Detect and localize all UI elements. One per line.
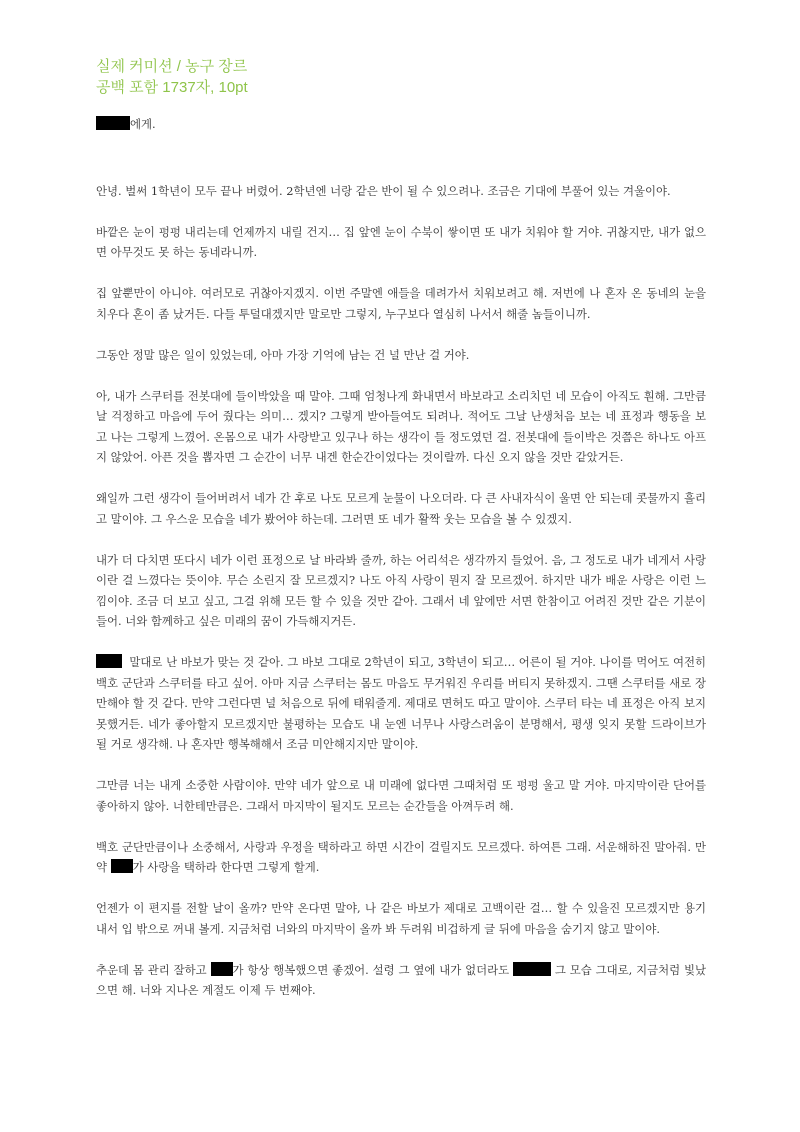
greeting-suffix: 에게. [130, 117, 156, 131]
header-title: 실제 커미션 / 농구 장르 [96, 58, 248, 75]
redacted-name [96, 654, 122, 668]
paragraph-10 [96, 837, 706, 878]
paragraph-12-text-c: 그 모습 그대로, 지금처럼 빛났으면 해. 너와 지나온 계절도 이제 두 번째야. [96, 962, 706, 997]
paragraph-6: 왜일까 그런 생각이 들어버려서 네가 간 후로 나도 모르게 눈물이 나오더라. 다 큰 사내자식이 울면 안 되는데 콧물까지 흘리고 말이야. 그 우스운 모습을 네가 봤어야 하는데. 그러면 또 네가 활짝 웃는 모습을 볼 수 있겠지. [96, 491, 706, 526]
redacted-name [513, 962, 551, 976]
paragraph-11: 언젠가 이 편지를 전할 날이 올까? 만약 온다면 말야, 나 같은 바보가 제대로 고백이란 걸… 할 수 있을진 모르겠지만 용기 내서 입 밖으로 꺼내 볼게. 지금처럼 너와의 마지막이 올까 봐 두려워 비겁하게 글 뒤에 마음을 숨기지 않고 말이야. [96, 901, 706, 936]
paragraph-2: 바깥은 눈이 펑펑 내리는데 언제까지 내릴 건지… 집 앞엔 눈이 수북이 쌓이면 또 내가 치워야 할 거야. 귀찮지만, 내가 없으면 아무것도 못 하는 동네라니까. [96, 224, 706, 259]
document-header [96, 56, 248, 98]
redacted-name [211, 962, 233, 976]
paragraph-12-text-b: 가 항상 행복했으면 좋겠어. 설령 그 옆에 내가 없더라도 [232, 962, 513, 977]
letter-greeting [96, 114, 706, 135]
paragraph-12 [96, 960, 706, 1001]
paragraph-4: 그동안 정말 많은 일이 있었는데, 아마 가장 기억에 남는 건 널 만난 걸 거야. [96, 347, 470, 362]
redacted-name [96, 116, 130, 130]
paragraph-8-text: 말대로 난 바보가 맞는 것 같아. 그 바보 그대로 2학년이 되고, 3학년이 되고… 어른이 될 거야. 나이를 먹어도 여전히 백호 군단과 스쿠터를 타고 싶어. 아마 지금 스쿠터는 몸도 마음도 무거워진 우리를 버티지 못하겠지. 그땐 스쿠터를 새로 장만해야 할 것 같다. 만약 그런다면 널 처음으로 뒤에 태워줄게. 제대로 면허도 따고 말이야. 스쿠터 타는 네 표정은 아직 보지 못했거든. 네가 좋아할지 모르겠지만 불평하는 모습도 내 눈엔 너무나 사랑스러움이 분명해서, 평생 잊지 못할 드라이브가 될 거로 생각해. 나 혼자만 행복해해서 조금 미안해지지만 말이야. [96, 655, 706, 751]
letter-body [96, 114, 706, 1021]
paragraph-7: 내가 더 다치면 또다시 네가 이런 표정으로 날 바라봐 줄까, 하는 어리석은 생각까지 들었어. 음, 그 정도로 내가 네게서 사랑이란 걸 느꼈다는 뜻이야. 무슨 소린지 잘 모르겠지? 나도 아직 사랑이 뭔지 잘 모르겠어. 하지만 내가 배운 사랑은 이런 느낌이야. 조금 더 보고 싶고, 그걸 위해 모든 할 수 있을 것만 같아. 그래서 네 앞에만 서면 한참이고 어려진 것만 같은 기분이 들어. 너와 함께하고 싶은 미래의 꿈이 가득해지거든. [96, 552, 706, 628]
paragraph-9: 그만큼 너는 내게 소중한 사람이야. 만약 네가 앞으로 내 미래에 없다면 그때처럼 또 펑펑 울고 말 거야. 마지막이란 단어를 좋아하지 않아. 너한테만큼은. 그래서 마지막이 될지도 모르는 순간들을 아껴두려 해. [96, 778, 706, 813]
paragraph-1: 안녕. 벌써 1학년이 모두 끝나 버렸어. 2학년엔 너랑 같은 반이 될 수 있으려나. 조금은 기대에 부풀어 있는 겨울이야. [96, 183, 671, 198]
paragraph-8 [96, 652, 706, 755]
redacted-name [111, 859, 133, 873]
paragraph-3: 집 앞뿐만이 아니야. 여러모로 귀찮아지겠지. 이번 주말엔 애들을 데려가서 치워보려고 해. 저번에 나 혼자 온 동네의 눈을 치우다 혼이 좀 났거든. 다들 투덜대겠지만 말로만 그렇지, 누구보다 열심히 나서서 해줄 놈들이니까. [96, 286, 706, 321]
paragraph-5: 아, 내가 스쿠터를 전봇대에 들이박았을 때 말야. 그때 엄청나게 화내면서 바보라고 소리치던 네 모습이 아직도 훤해. 그만큼 날 걱정하고 마음에 두어 줬다는 의미… 겠지? 그렇게 받아들여도 되려나. 적어도 그날 난생처음 보는 네 표정과 행동을 보고 나는 그렇게 느꼈어. 온몸으로 내가 사랑받고 있구나 하는 생각이 들 정도였던 걸. 전봇대에 들이박은 것쯤은 하나도 아프지 않았어. 아픈 것을 뽑자면 그 순간이 너무 내겐 한순간이었다는 것이랄까. 다신 오지 않을 것만 같았거든. [96, 388, 706, 464]
paragraph-10-text-b: 가 사랑을 택하라 한다면 그렇게 할게. [132, 860, 320, 874]
paragraph-10-text-a: 백호 군단만큼이나 소중해서, 사랑과 우정을 택하라고 하면 시간이 걸릴지도 모르겠다. 하여튼 그래. 서운해하진 말아줘. 만약 [96, 839, 706, 874]
header-meta: 공백 포함 1737자, 10pt [96, 79, 248, 96]
paragraph-12-text-a: 추운데 몸 관리 잘하고 [96, 962, 211, 977]
